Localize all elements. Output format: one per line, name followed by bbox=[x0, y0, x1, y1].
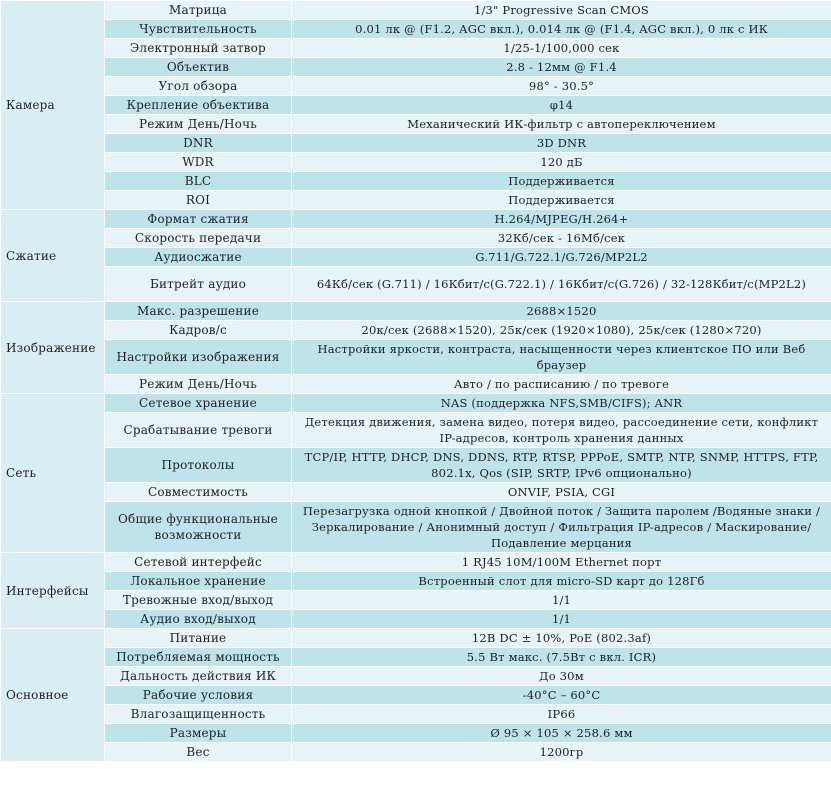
param-local-storage: Локальное хранение bbox=[105, 572, 292, 591]
param-frame-rate: Кадров/с bbox=[105, 321, 292, 340]
group-camera: Камера bbox=[1, 1, 105, 210]
param-shutter: Электронный затвор bbox=[105, 39, 292, 58]
param-audio-compression: Аудиосжатие bbox=[105, 248, 292, 267]
param-network-storage: Сетевое хранение bbox=[105, 394, 292, 413]
value-ingress-protection: IP66 bbox=[292, 705, 831, 724]
value-weight: 1200гр bbox=[292, 743, 831, 762]
param-lens-mount: Крепление объектива bbox=[105, 96, 292, 115]
param-image-settings: Настройки изображения bbox=[105, 340, 292, 375]
value-view-angle: 98° - 30.5° bbox=[292, 77, 831, 96]
param-ingress-protection: Влагозащищенность bbox=[105, 705, 292, 724]
param-sensor: Матрица bbox=[105, 1, 292, 20]
value-operating-conditions: -40°C – 60°C bbox=[292, 686, 831, 705]
value-max-resolution: 2688×1520 bbox=[292, 302, 831, 321]
value-compatibility: ONVIF, PSIA, CGI bbox=[292, 483, 831, 502]
value-sensitivity: 0.01 лк @ (F1.2, AGC вкл.), 0.014 лк @ (F1.4, AGC вкл.), 0 лк с ИК bbox=[292, 20, 831, 39]
param-protocols: Протоколы bbox=[105, 448, 292, 483]
param-alarm-io: Тревожные вход/выход bbox=[105, 591, 292, 610]
value-local-storage: Встроенный слот для micro-SD карт до 128Гб bbox=[292, 572, 831, 591]
param-roi: ROI bbox=[105, 191, 292, 210]
param-ir-range: Дальность действия ИК bbox=[105, 667, 292, 686]
value-roi: Поддерживается bbox=[292, 191, 831, 210]
value-power: 12В DC ± 10%, PoE (802.3af) bbox=[292, 629, 831, 648]
param-operating-conditions: Рабочие условия bbox=[105, 686, 292, 705]
value-lens: 2.8 - 12мм @ F1.4 bbox=[292, 58, 831, 77]
param-day-night: Режим День/Ночь bbox=[105, 115, 292, 134]
value-network-interface: 1 RJ45 10M/100M Ethernet порт bbox=[292, 553, 831, 572]
param-dimensions: Размеры bbox=[105, 724, 292, 743]
value-day-night: Механический ИК-фильтр с автопереключением bbox=[292, 115, 831, 134]
value-lens-mount: φ14 bbox=[292, 96, 831, 115]
param-compatibility: Совместимость bbox=[105, 483, 292, 502]
param-view-angle: Угол обзора bbox=[105, 77, 292, 96]
value-ir-range: До 30м bbox=[292, 667, 831, 686]
group-network: Сеть bbox=[1, 394, 105, 553]
value-general-features: Перезагрузка одной кнопкой / Двойной поток / Защита паролем /Водяные знаки /Зеркалирование / Анонимный доступ / Фильтрация IP-адресов / Маскирование/ Подавление мерцания bbox=[292, 502, 831, 553]
group-interfaces: Интерфейсы bbox=[1, 553, 105, 629]
param-network-interface: Сетевой интерфейс bbox=[105, 553, 292, 572]
param-image-day-night: Режим День/Ночь bbox=[105, 375, 292, 394]
param-lens: Объектив bbox=[105, 58, 292, 77]
param-audio-io: Аудио вход/выход bbox=[105, 610, 292, 629]
param-sensitivity: Чувствительность bbox=[105, 20, 292, 39]
param-alarm-trigger: Срабатывание тревоги bbox=[105, 413, 292, 448]
param-dnr: DNR bbox=[105, 134, 292, 153]
param-wdr: WDR bbox=[105, 153, 292, 172]
group-image: Изображение bbox=[1, 302, 105, 394]
value-alarm-io: 1/1 bbox=[292, 591, 831, 610]
value-frame-rate: 20к/сек (2688×1520), 25к/сек (1920×1080), 25к/сек (1280×720) bbox=[292, 321, 831, 340]
param-max-resolution: Макс. разрешение bbox=[105, 302, 292, 321]
value-image-settings: Настройки яркости, контраста, насыщенности через клиентское ПО или Веб браузер bbox=[292, 340, 831, 375]
param-audio-bitrate: Битрейт аудио bbox=[105, 267, 292, 302]
value-blc: Поддерживается bbox=[292, 172, 831, 191]
group-compression: Сжатие bbox=[1, 210, 105, 302]
group-general: Основное bbox=[1, 629, 105, 762]
value-shutter: 1/25-1/100,000 сек bbox=[292, 39, 831, 58]
param-compression-format: Формат сжатия bbox=[105, 210, 292, 229]
value-protocols: TCP/IP, HTTP, DHCP, DNS, DDNS, RTP, RTSP, PPPoE, SMTP, NTP, SNMP, HTTPS, FTP, 802.1x, Qos (SIP, SRTP, IPv6 опционально) bbox=[292, 448, 831, 483]
value-wdr: 120 дБ bbox=[292, 153, 831, 172]
value-alarm-trigger: Детекция движения, замена видео, потеря видео, рассоединение сети, конфликт IP-адресов, контроль хранения данных bbox=[292, 413, 831, 448]
value-image-day-night: Авто / по расписанию / по тревоге bbox=[292, 375, 831, 394]
value-audio-compression: G.711/G.722.1/G.726/MP2L2 bbox=[292, 248, 831, 267]
value-dimensions: Ø 95 × 105 × 258.6 мм bbox=[292, 724, 831, 743]
param-blc: BLC bbox=[105, 172, 292, 191]
param-power: Питание bbox=[105, 629, 292, 648]
param-power-consumption: Потребляемая мощность bbox=[105, 648, 292, 667]
value-compression-format: H.264/MJPEG/H.264+ bbox=[292, 210, 831, 229]
value-power-consumption: 5.5 Вт макс. (7.5Вт с вкл. ICR) bbox=[292, 648, 831, 667]
param-bitrate: Скорость передачи bbox=[105, 229, 292, 248]
value-network-storage: NAS (поддержка NFS,SMB/CIFS); ANR bbox=[292, 394, 831, 413]
value-sensor: 1/3" Progressive Scan CMOS bbox=[292, 1, 831, 20]
value-audio-bitrate: 64Кб/сек (G.711) / 16Кбит/с(G.722.1) / 16Кбит/с(G.726) / 32-128Кбит/с(MP2L2) bbox=[292, 267, 831, 302]
value-dnr: 3D DNR bbox=[292, 134, 831, 153]
value-bitrate: 32Кб/сек - 16Мб/сек bbox=[292, 229, 831, 248]
param-general-features: Общие функциональные возможности bbox=[105, 502, 292, 553]
value-audio-io: 1/1 bbox=[292, 610, 831, 629]
param-weight: Вес bbox=[105, 743, 292, 762]
